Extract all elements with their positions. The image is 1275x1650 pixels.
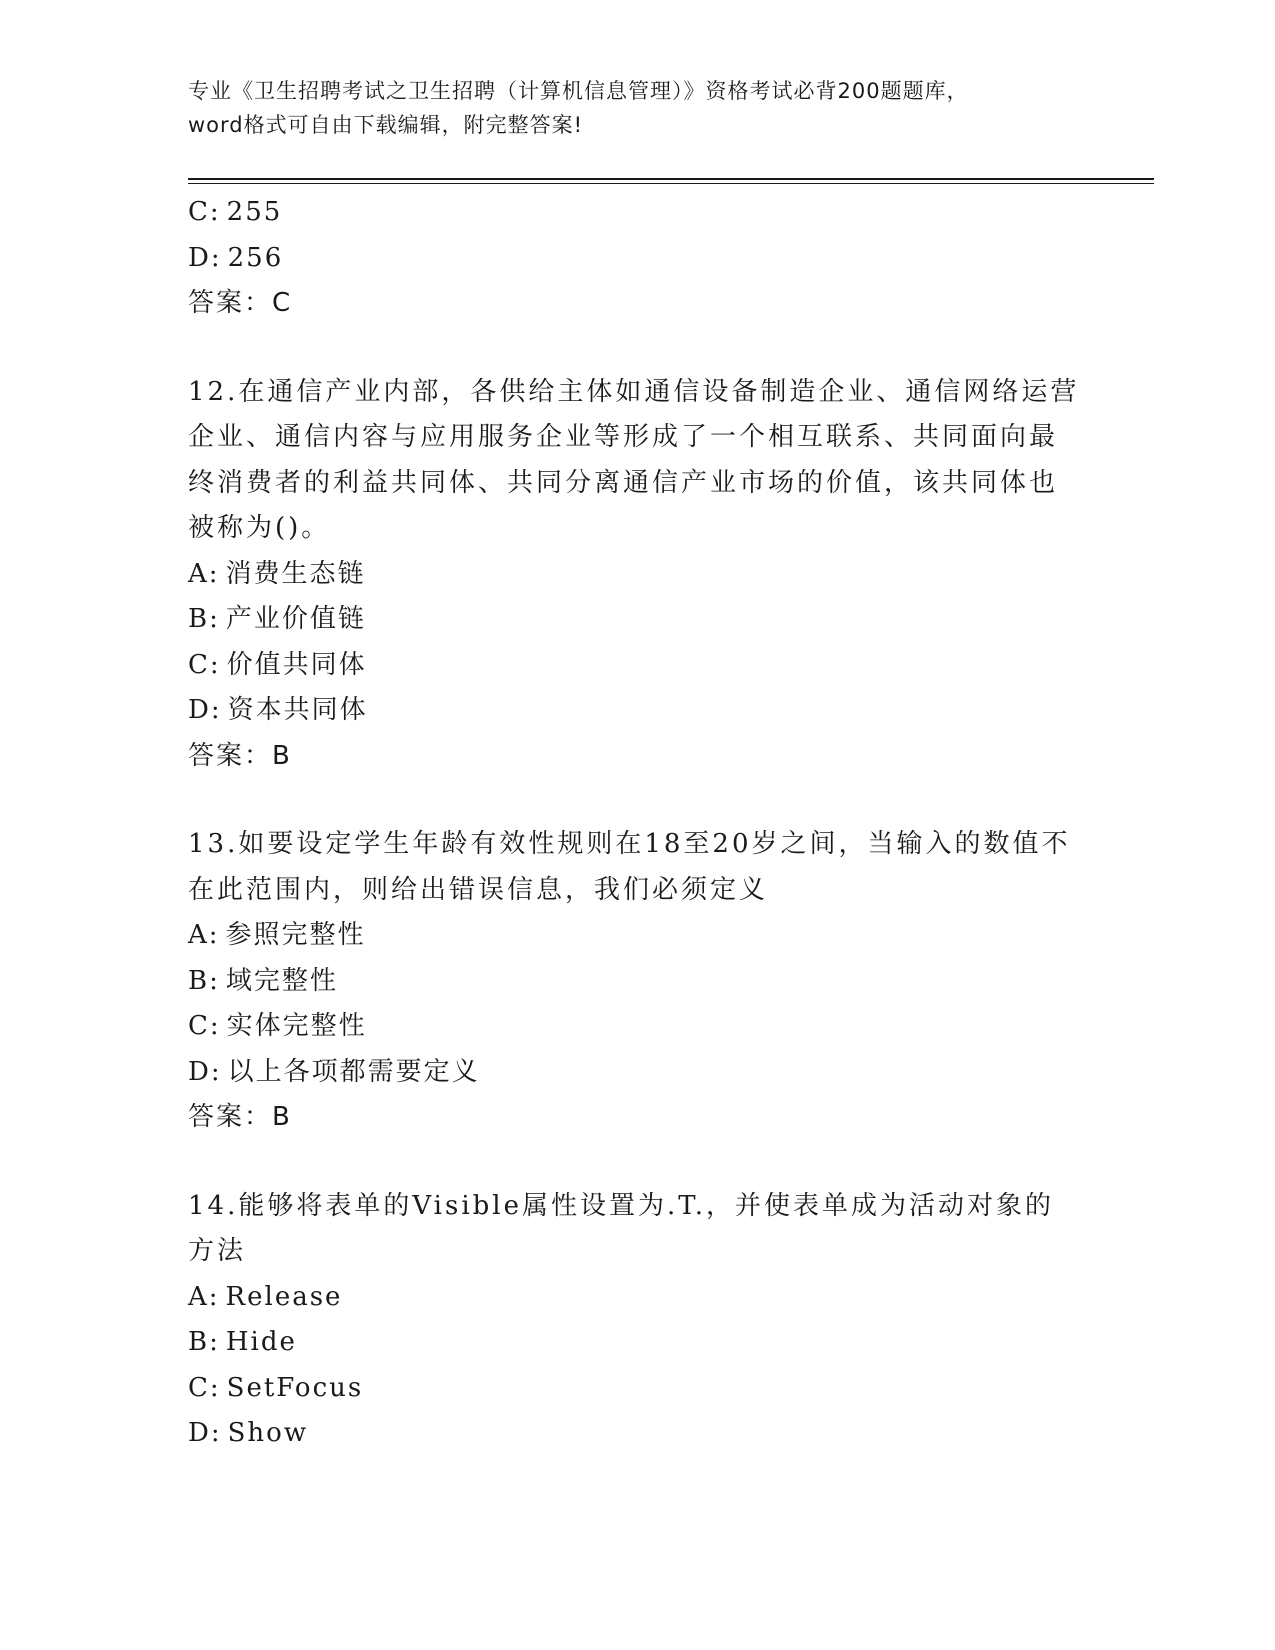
option-text: 参照完整性 [225,920,366,950]
option-label: D: [188,1056,222,1087]
option-text: 255 [226,197,283,227]
option-a [188,1275,1088,1321]
option-d [188,688,1088,734]
question-12 [188,370,1088,780]
option-label: C: [188,197,221,227]
header-title-line-1: 专业《卫生招聘考试之卫生招聘（计算机信息管理）》资格考试必背200题题库， [188,79,969,103]
header-divider [188,178,1154,180]
option-label: A: [188,558,220,589]
question-stem-line: 12.在通信产业内部，各供给主体如通信设备制造企业、通信网络运营 [188,376,1080,407]
question-13 [188,822,1088,1141]
question-stem [188,1184,1088,1275]
spacer [188,1141,1088,1184]
question-stem [188,822,1088,913]
option-text: 产业价值链 [225,604,366,634]
option-label: C: [188,1011,221,1041]
option-label: A: [188,1281,220,1312]
option-c [188,190,1088,236]
answer-line: 答案：B [188,1102,292,1132]
option-d [188,236,1088,282]
spacer [188,327,1088,370]
question-list [188,190,1088,1457]
option-b [188,597,1088,643]
option-text: 价值共同体 [226,649,367,680]
option-label: C: [188,649,221,680]
option-text: 256 [227,242,284,273]
question-stem-line: 终消费者的利益共同体、共同分离通信产业市场的价值，该共同体也 [188,467,1059,498]
answer-line: 答案：C [188,288,293,318]
header-divider-thin [188,183,1154,184]
question-11-tail [188,190,1088,327]
spacer [188,779,1088,822]
option-a [188,552,1088,598]
question-stem-line: 13.如要设定学生年龄有效性规则在18至20岁之间，当输入的数值不 [188,829,1071,859]
option-d [188,1411,1088,1457]
question-14 [188,1184,1088,1457]
option-label: D: [188,242,222,273]
question-stem-line: 在此范围内，则给出错误信息，我们必须定义 [188,874,769,905]
option-a [188,913,1088,959]
document-header [188,74,1088,142]
option-b [188,1320,1088,1366]
question-stem-line: 14.能够将表单的Visible属性设置为.T.，并使表单成为活动对象的 [188,1190,1055,1221]
option-c [188,643,1088,689]
option-d [188,1050,1088,1096]
option-label: B: [188,604,220,634]
option-text: Hide [225,1327,297,1357]
question-stem [188,370,1088,552]
option-text: 以上各项都需要定义 [227,1056,480,1087]
option-text: SetFocus [226,1372,364,1403]
option-text: 消费生态链 [225,558,366,589]
question-stem-line: 方法 [188,1236,247,1266]
option-label: C: [188,1372,221,1403]
option-text: 资本共同体 [227,695,368,725]
question-stem-line: 企业、通信内容与应用服务企业等形成了一个相互联系、共同面向最 [188,422,1059,452]
option-label: D: [188,1418,222,1448]
question-stem-line: 被称为()。 [188,513,331,543]
option-c [188,1366,1088,1412]
option-text: 实体完整性 [226,1011,367,1041]
option-label: A: [188,920,220,950]
option-text: Show [227,1418,309,1448]
answer-line: 答案：B [188,740,292,771]
option-label: B: [188,1327,220,1357]
option-text: Release [225,1281,343,1312]
option-b [188,959,1088,1005]
option-label: B: [188,965,220,996]
option-text: 域完整性 [225,965,338,996]
header-title-line-2: word格式可自由下载编辑，附完整答案! [188,113,584,137]
option-c [188,1004,1088,1050]
option-label: D: [188,695,222,725]
